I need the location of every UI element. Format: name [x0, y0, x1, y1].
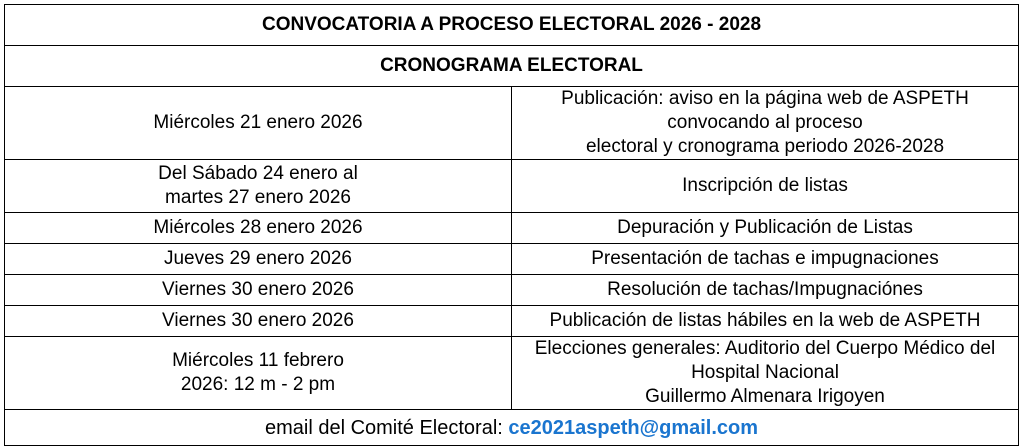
electoral-schedule-sheet [4, 4, 1019, 439]
row-date: Miércoles 28 enero 2026 [5, 213, 512, 244]
table-row [5, 87, 1019, 160]
table-row [5, 213, 1019, 244]
row-date [5, 160, 512, 213]
footer-cell [5, 410, 1019, 446]
subtitle-row [5, 46, 1019, 87]
row-date: Viernes 30 enero 2026 [5, 306, 512, 337]
email-link[interactable]: ce2021aspeth@gmail.com [508, 416, 759, 439]
footer-row [5, 410, 1019, 446]
row-event-line: Elecciones generales: Auditorio del Cuerpo Médico del Hospital Nacional [534, 338, 996, 383]
row-date-line: martes 27 enero 2026 [165, 187, 351, 208]
row-date-line: Miércoles 11 febrero [172, 350, 344, 371]
page-subtitle: CRONOGRAMA ELECTORAL [5, 46, 1019, 87]
row-event: Presentación de tachas e impugnaciones [512, 244, 1019, 275]
row-event: Depuración y Publicación de Listas [512, 213, 1019, 244]
row-date: Viernes 30 enero 2026 [5, 275, 512, 306]
row-event [512, 337, 1019, 410]
table-row [5, 306, 1019, 337]
row-date-line: Del Sábado 24 enero al [158, 163, 358, 184]
row-event: Publicación de listas hábiles en la web de ASPETH [512, 306, 1019, 337]
row-event-line: Publicación: aviso en la página web de ASPETH convocando al proceso [561, 88, 969, 133]
row-event-line: Inscripción de listas [682, 175, 848, 196]
schedule-table [4, 4, 1019, 446]
row-event [512, 160, 1019, 213]
row-date: Jueves 29 enero 2026 [5, 244, 512, 275]
row-event-line: Guillermo Almenara Irigoyen [645, 386, 885, 407]
table-row [5, 275, 1019, 306]
row-event: Resolución de tachas/Impugnaciónes [512, 275, 1019, 306]
table-row [5, 337, 1019, 410]
row-date-line: 2026: 12 m - 2 pm [180, 374, 336, 395]
table-row [5, 160, 1019, 213]
footer-label: email del Comité Electoral: [264, 416, 503, 439]
row-date-line: Miércoles 21 enero 2026 [153, 112, 363, 133]
table-row [5, 244, 1019, 275]
row-event-line: electoral y cronograma periodo 2026-2028 [585, 136, 945, 157]
page-title: CONVOCATORIA A PROCESO ELECTORAL 2026 - 2028 [5, 5, 1019, 46]
row-event [512, 87, 1019, 160]
title-row [5, 5, 1019, 46]
row-date [5, 337, 512, 410]
row-date [5, 87, 512, 160]
